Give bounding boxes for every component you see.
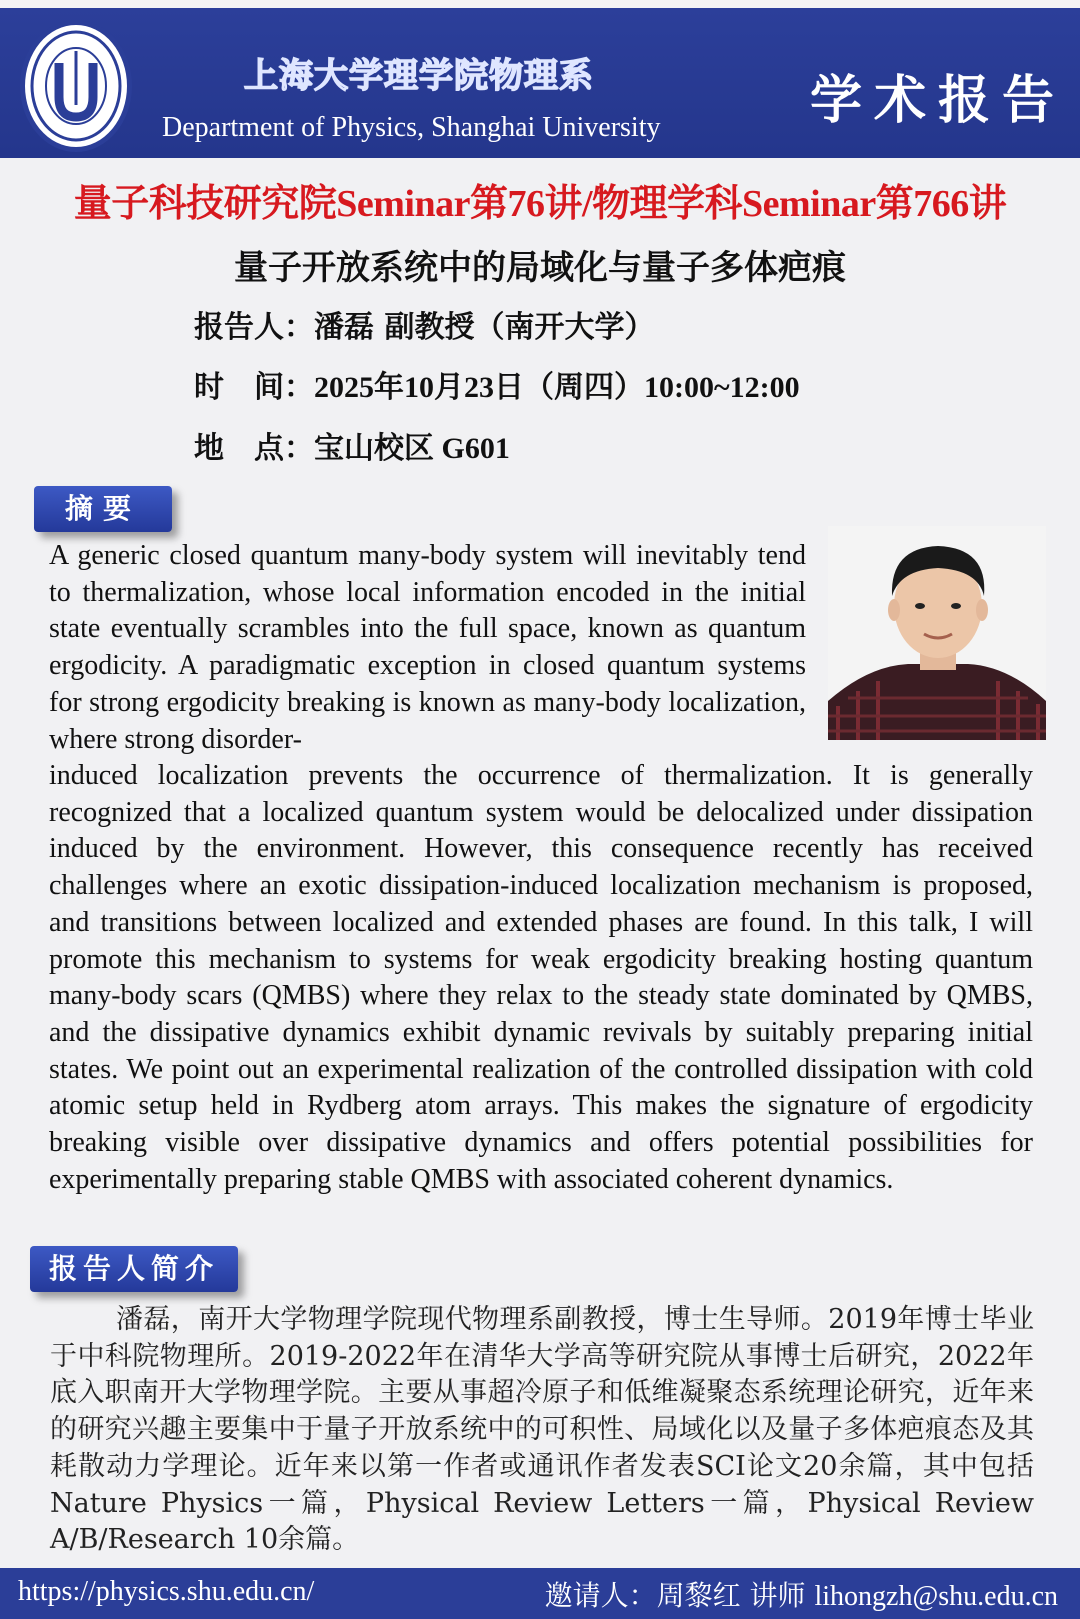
speaker-bio: 潘磊，南开大学物理学院现代物理系副教授，博士生导师。2019年博士毕业于中科院物理所。2019-2022年在清华大学高等研究院从事博士后研究，2022年底入职南开大学物理学院。主要从事超冷原子和低维凝聚态系统理论研究，近年来的研究兴趣主要集中于量子开放系统中的可积性、局域化以及量子多体疤痕态及其耗散动力学理论。近年来以第一作者或通讯作者发表SCI论文20余篇，其中包括Nature Physics一篇，Physical Review Letters一篇，Physical Review A/B/Research 10余篇。 [50, 1304, 1034, 1556]
time-row [194, 362, 800, 406]
speaker-row [194, 302, 654, 346]
university-logo [20, 20, 132, 152]
header-banner [0, 0, 1080, 158]
footer-bar [0, 1568, 1080, 1619]
abstract-text-part2: induced localization prevents the occurrence of thermalization. It is generally recognized that a localized quantum system would be delocalized under dissipation induced by the environment. However, this consequence recently has received challenges where an exotic dissipation-induced localization mechanism is proposed, and transitions between localized and extended phases are found. In this talk, I will promote this mechanism to systems for weak ergodicity breaking hosting quantum many-body scars (QMBS) where they relax to the steady state dominated by QMBS, and the dissipative dynamics exhibit dynamic revivals by suitably preparing initial states. We point out an experimental realization of the controlled dissipation with cold atomic setup held in Rydberg atom arrays. This makes the signature of ergodicity breaking visible over dissipative dynamics and offers potential possibilities for experimentally preparing stable QMBS with associated coherent dynamics. [49, 760, 1033, 1195]
place-row [194, 423, 510, 467]
place-value: 宝山校区 G601 [314, 432, 510, 465]
report-type-label: 学术报告 [810, 70, 1067, 131]
shu-emblem-icon [25, 25, 127, 147]
inviter-email-link[interactable]: lihongzh@shu.edu.cn [814, 1581, 1058, 1612]
inviter-name: 周黎红 讲师 [656, 1579, 806, 1612]
department-cn-title: 上海大学理学院物理系 [244, 56, 594, 96]
abstract-text-part1: A generic closed quantum many-body system will inevitably tend to thermalization, whose local information encoded in the initial state eventually scrambles into the full space, known as quantum ergodicity. A paradigmatic exception in closed quantum systems for strong ergodicity breaking is known as many-body localization, where strong disorder- [49, 540, 806, 755]
bio-tag: 报告人简介 [30, 1246, 238, 1292]
speaker-photo [828, 526, 1046, 740]
department-url-link[interactable]: https://physics.shu.edu.cn/ [18, 1576, 315, 1607]
department-en-title: Department of Physics, Shanghai University [162, 112, 661, 143]
speaker-label: 报告人： [194, 310, 314, 345]
place-label: 地 点： [194, 431, 314, 466]
speaker-value: 潘磊 副教授（南开大学） [314, 310, 655, 345]
time-label: 时 间： [194, 370, 314, 405]
abstract-tag: 摘要 [34, 486, 172, 532]
inviter-label: 邀请人： [544, 1579, 657, 1612]
time-value: 2025年10月23日（周四）10:00~12:00 [314, 371, 800, 404]
seminar-series: 量子科技研究院Seminar第76讲/物理学科Seminar第766讲 [73, 183, 1007, 225]
inviter-info [545, 1574, 1058, 1614]
talk-title: 量子开放系统中的局域化与量子多体疤痕 [234, 248, 846, 288]
